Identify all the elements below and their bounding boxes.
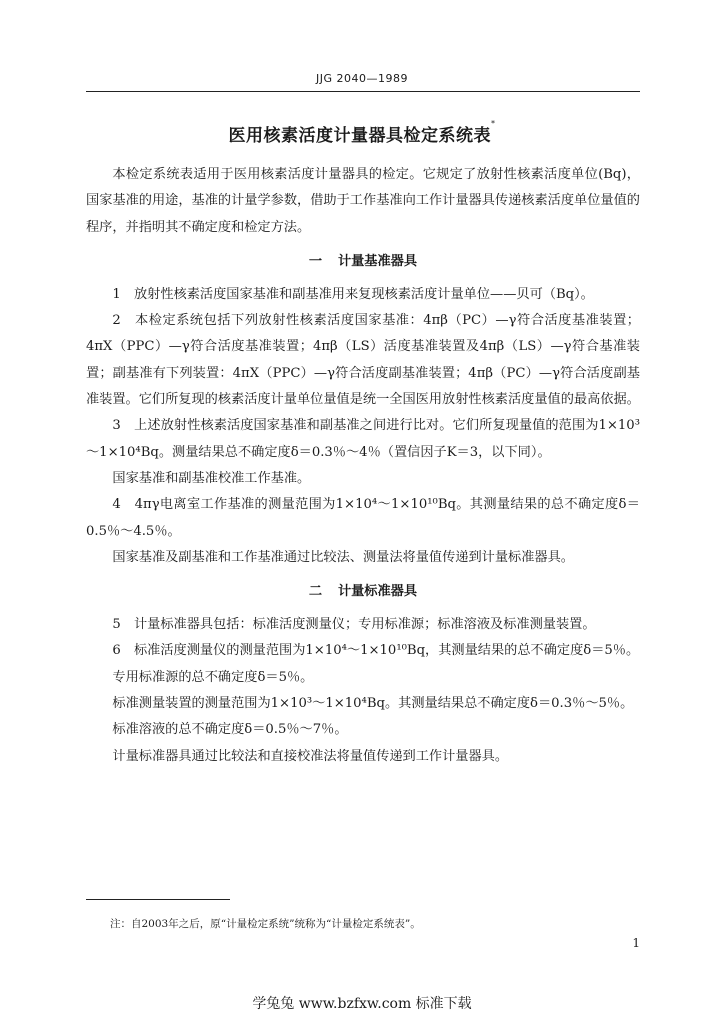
footnote-rule bbox=[86, 899, 230, 900]
page-title bbox=[0, 121, 724, 146]
paragraph: 标准溶液的总不确定度δ＝0.5％～7％。 bbox=[112, 722, 348, 738]
header-rule bbox=[86, 91, 640, 92]
footnote: 注：自2003年之后，原“计量检定系统”统称为“计量检定系统表”。 bbox=[110, 918, 421, 930]
paragraph: 5 计量标准器具包括：标准活度测量仪；专用标准源；标准溶液及标准测量装置。 bbox=[112, 617, 596, 633]
paragraph: 6 标准活度测量仪的测量范围为1×10⁴～1×10¹⁰Bq，其测量结果的总不确定度δ＝5％。 bbox=[112, 643, 640, 659]
section-number: 一 bbox=[308, 253, 323, 269]
paragraph: 4 4πγ电离室工作基准的测量范围为1×10⁴～1×10¹⁰Bq。其测量结果的总不确定度δ＝0.5％～4.5％。 bbox=[86, 497, 640, 539]
paragraph: 2 本检定系统包括下列放射性核素活度国家基准：4πβ（PC）—γ符合活度基准装置；4πX（PPC）—γ符合活度基准装置；4πβ（LS）活度基准装置及4πβ（LS）—γ符合基准装置；副基准有下列装置：4πX（PPC）—γ符合活度副基准装置；4πβ（PC）—γ符合活度副基准装置。它们所复现的核素活度计量单位量值是统一全国医用放射性核素活度量值的最高依据。 bbox=[86, 313, 640, 408]
paragraph: 国家基准和副基准校准工作基准。 bbox=[112, 470, 311, 486]
section-title: 计量标准器具 bbox=[337, 584, 418, 600]
title-footnote-mark: * bbox=[491, 119, 496, 128]
paragraph: 1 放射性核素活度国家基准和副基准用来复现核素活度计量单位——贝可（Bq）。 bbox=[112, 286, 594, 302]
paragraph: 计量标准器具通过比较法和直接校准法将量值传递到工作计量器具。 bbox=[112, 748, 509, 764]
document-body bbox=[86, 162, 640, 770]
section-heading-1 bbox=[86, 241, 640, 282]
page-number: 1 bbox=[632, 936, 640, 950]
section-title: 计量基准器具 bbox=[337, 253, 418, 269]
intro-paragraph: 本检定系统表适用于医用核素活度计量器具的检定。它规定了放射性核素活度单位(Bq)，国家基准的用途，基准的计量学参数，借助于工作基准向工作计量器具传递核素活度单位量值的程序，并指明其不确定度和检定方法。 bbox=[86, 167, 640, 235]
paragraph: 标准测量装置的测量范围为1×10³～1×10⁴Bq。其测量结果总不确定度δ＝0.3％～5％。 bbox=[112, 696, 634, 712]
paragraph: 国家基准及副基准和工作基准通过比较法、测量法将量值传递到计量标准器具。 bbox=[112, 549, 574, 565]
section-heading-2 bbox=[86, 571, 640, 612]
paragraph: 3 上述放射性核素活度国家基准和副基准之间进行比对。它们所复现量值的范围为1×10³～1×10⁴Bq。测量结果总不确定度δ＝0.3％～4％（置信因子K＝3，以下同）。 bbox=[86, 418, 640, 460]
watermark-link[interactable]: 学兔兔 www.bzfxw.com 标准下载 bbox=[252, 996, 472, 1012]
title-text: 医用核素活度计量器具检定系统表 bbox=[228, 126, 491, 146]
paragraph: 专用标准源的总不确定度δ＝5％。 bbox=[112, 669, 314, 685]
section-number: 二 bbox=[308, 584, 323, 600]
running-header: JJG 2040—1989 bbox=[316, 72, 408, 85]
